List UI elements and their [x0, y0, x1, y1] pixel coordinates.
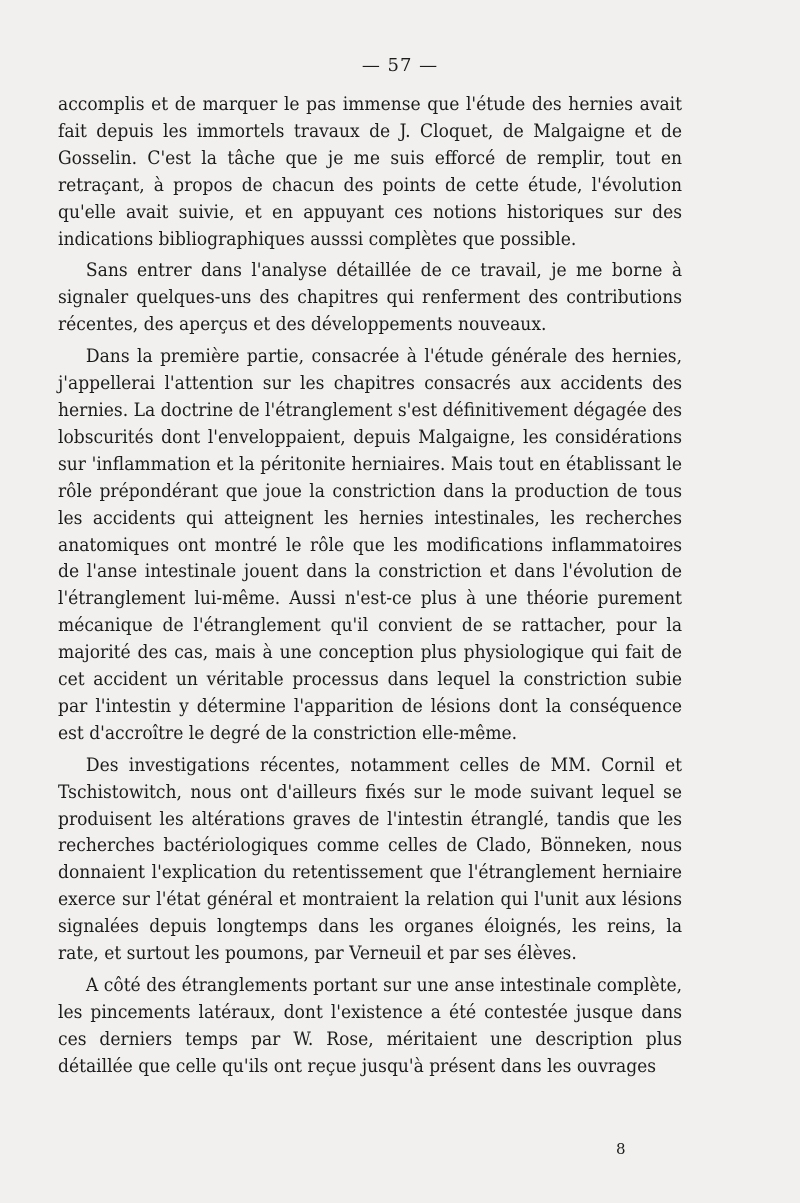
paragraph-2: Sans entrer dans l'analyse détaillée de ce travail, je me borne à signaler quelques-uns des chapitres qui renferment des contributions récentes, des aperçus et des développements nouveaux.	[58, 260, 683, 336]
body-text	[58, 92, 682, 1086]
paragraph-3: Dans la première partie, consacrée à l'étude générale des hernies, j'appellerai l'attention sur les chapitres consacrés aux accidents des hernies. La doctrine de l'étranglement s'est définitivement dégagée des lobscurités dont l'enveloppaient, depuis Malgaigne, les considérations sur 'inflammation et la péritonite herniaires. Mais tout en établissant le rôle prépondérant que joue la constriction dans la production de tous les accidents qui atteignent les hernies intestinales, les recherches anatomiques ont montré le rôle que les modifications inflammatoires de l'anse intestinale jouent dans la constriction et dans l'évolution de l'étranglement lui-même. Aussi n'est-ce plus à une théorie purement mécanique de l'étranglement qu'il convient de se rattacher, pour la majorité des cas, mais à une conception plus physiologique qui fait de cet accident un véritable processus dans lequel la constriction subie par l'intestin y détermine l'apparition de lésions dont la conséquence est d'accroître le degré de la constriction elle-même.	[58, 346, 683, 744]
paragraph-4: Des investigations récentes, notamment celles de MM. Cornil et Tschistowitch, nous ont d'ailleurs fixés sur le mode suivant lequel se produisent les altérations graves de l'intestin étranglé, tandis que les recherches bactériologiques comme celles de Clado, Bönneken, nous donnaient l'explication du retentissement que l'étranglement herniaire exerce sur l'état général et montraient la relation qui l'unit aux lésions signalées depuis longtemps dans les organes éloignés, les reins, la rate, et surtout les poumons, par Verneuil et par ses élèves.	[58, 754, 683, 965]
signature-mark: 8	[616, 1140, 626, 1158]
paragraph-5: A côté des étranglements portant sur une anse intestinale complète, les pincements latéraux, dont l'existence a été contestée jusque dans ces derniers temps par W. Rose, méritaient une description plus détaillée que celle qu'ils ont reçue jusqu'à présent dans les ouvrages	[58, 975, 683, 1077]
page-number: — 57 —	[361, 55, 439, 76]
paragraph-1: accomplis et de marquer le pas immense que l'étude des hernies avait fait depuis les immortels travaux de J. Cloquet, de Malgaigne et de Gosselin. C'est la tâche que je me suis efforcé de remplir, tout en retraçant, à propos de chacun des points de cette étude, l'évolution qu'elle avait suivie, et en appuyant ces notions historiques sur des indications bibliographiques ausssi complètes que possible.	[58, 94, 683, 250]
